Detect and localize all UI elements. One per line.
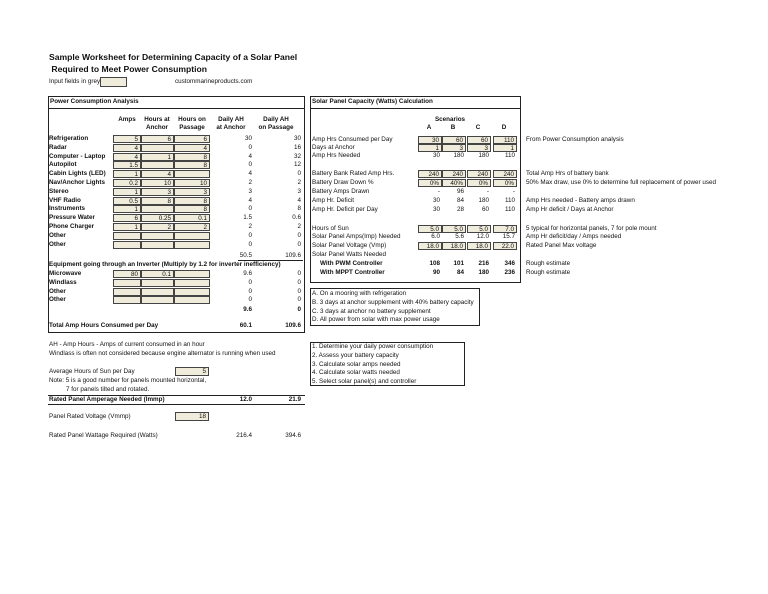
col-amps: Amps bbox=[118, 116, 136, 123]
pca-row-amps-input[interactable] bbox=[113, 188, 141, 196]
pca-row-ha-value: 0.25 bbox=[158, 215, 171, 223]
worksheet-title: Sample Worksheet for Determining Capacity of a Solar Panel bbox=[49, 52, 298, 62]
spc-row-label: Hours of Sun bbox=[312, 225, 349, 232]
col-daily-anchor-2: at Anchor bbox=[216, 124, 246, 131]
pca-row-name: Pressure Water bbox=[49, 214, 95, 222]
pca-row-daily-anchor: 0 bbox=[248, 231, 252, 239]
pca-row-daily-passage: 12 bbox=[293, 161, 301, 169]
col-hours-passage-1: Hours on bbox=[178, 116, 206, 123]
pca-row-name: Computer - Laptop bbox=[49, 152, 106, 160]
pca-row-amps-input[interactable] bbox=[113, 135, 141, 143]
inverter-row-ha-input[interactable] bbox=[141, 296, 174, 304]
subtotal-anchor: 50.5 bbox=[239, 252, 252, 259]
total-amp-hours-anchor: 60.1 bbox=[239, 322, 252, 329]
pca-row-amps-input[interactable] bbox=[113, 161, 141, 169]
pca-row-amps-value: 1 bbox=[134, 224, 138, 231]
pca-row-daily-anchor: 1.5 bbox=[243, 214, 252, 222]
spc-row-value: 1 bbox=[510, 145, 514, 152]
col-hours-passage-2: Passage bbox=[179, 124, 205, 131]
spc-row-label: Amp Hr. Deficit bbox=[312, 197, 354, 204]
pca-row-amps-value: 4 bbox=[134, 153, 138, 161]
spc-row-input[interactable] bbox=[418, 144, 442, 152]
pca-row-daily-anchor: 30 bbox=[244, 135, 252, 142]
rated-amp-passage: 21.9 bbox=[288, 396, 301, 403]
pca-row-daily-passage: 4 bbox=[297, 196, 301, 204]
spc-row-input[interactable] bbox=[493, 136, 517, 144]
pca-row-daily-passage: 0 bbox=[297, 170, 301, 178]
spc-row-input[interactable] bbox=[442, 136, 466, 144]
scenario-col-b: B bbox=[450, 124, 456, 131]
spc-row-value: 3 bbox=[459, 145, 463, 152]
pca-row-hp-value: 0.1 bbox=[198, 215, 207, 223]
rated-volt-value: 18 bbox=[198, 413, 206, 420]
spc-row-value: 180 bbox=[478, 269, 489, 276]
pca-row-hp-input[interactable] bbox=[174, 135, 210, 143]
spc-row-value: 30 bbox=[432, 206, 440, 213]
pca-row-name: Stereo bbox=[49, 187, 69, 195]
spc-row-input[interactable] bbox=[442, 242, 466, 250]
spc-row-value: 40% bbox=[450, 180, 463, 187]
pca-row-hp-input[interactable] bbox=[174, 188, 210, 196]
pca-row-daily-passage: 0.6 bbox=[292, 214, 301, 222]
rated-volt-label: Panel Rated Voltage (Vmmp) bbox=[49, 413, 131, 420]
inverter-row-hp-input[interactable] bbox=[174, 288, 210, 296]
spc-row-input[interactable] bbox=[418, 242, 442, 250]
inverter-row-amps-value: 80 bbox=[130, 271, 138, 278]
pca-row-name: Cabin Lights (LED) bbox=[49, 170, 106, 178]
spc-row-input[interactable] bbox=[442, 179, 466, 187]
spc-row-value: 84 bbox=[456, 197, 464, 204]
pca-row-hp-input[interactable] bbox=[174, 153, 210, 161]
spc-row-value: 0% bbox=[504, 180, 514, 187]
spc-row-note: Amp Hrs needed - Battery amps drawn bbox=[526, 197, 635, 204]
spc-row-value: 84 bbox=[456, 269, 464, 276]
pca-row-name: Autopilot bbox=[49, 161, 77, 169]
spc-row-input[interactable] bbox=[493, 170, 517, 178]
pca-row-name: Phone Charger bbox=[49, 223, 95, 230]
total-amp-hours-label: Total Amp Hours Consumed per Day bbox=[49, 322, 159, 329]
pca-row-hp-value: 8 bbox=[203, 197, 207, 205]
inverter-row-ha-input[interactable] bbox=[141, 270, 174, 278]
pca-row-amps-input[interactable] bbox=[113, 241, 141, 249]
spc-row-value: 1 bbox=[435, 145, 439, 152]
scenarios-label: Scenarios bbox=[434, 116, 466, 123]
spc-row-value: 5.0 bbox=[454, 226, 463, 233]
spc-row-label: Amp Hrs Needed bbox=[312, 152, 361, 159]
inverter-row-daily-anchor: 0 bbox=[248, 287, 252, 295]
scenario-col-d: D bbox=[501, 124, 507, 131]
pca-row-name: Nav/Anchor Lights bbox=[49, 179, 105, 186]
spc-row-note: Amp Hr deficit/day / Amps needed bbox=[526, 233, 622, 240]
pca-row-hp-input[interactable] bbox=[174, 179, 210, 187]
spc-row-note: 5 typical for horizontal panels, 7 for pole mount bbox=[526, 225, 657, 232]
pca-row-ha-input[interactable] bbox=[141, 144, 174, 152]
spc-row-value: 30 bbox=[432, 197, 440, 204]
spc-row-value: 18.0 bbox=[426, 243, 439, 250]
spc-row-label: Amp Hrs Consumed per Day bbox=[312, 136, 393, 143]
spc-row-value: 110 bbox=[503, 137, 514, 144]
spc-row-label: Solar Panel Watts Needed bbox=[312, 251, 386, 258]
pca-row-ha-input[interactable] bbox=[141, 205, 174, 213]
pca-row-ha-value: 3 bbox=[167, 188, 171, 196]
pca-row-name: Refrigeration bbox=[49, 135, 89, 142]
pca-row-daily-passage: 2 bbox=[297, 223, 301, 230]
pca-row-ha-input[interactable] bbox=[141, 161, 174, 169]
pca-row-amps-value: 0.2 bbox=[129, 180, 138, 187]
inverter-subtotal-anchor: 9.6 bbox=[243, 306, 252, 313]
spc-row-value: 6.0 bbox=[431, 233, 440, 240]
step-item: 1. Determine your daily power consumption bbox=[312, 343, 434, 350]
spc-row-value: 180 bbox=[478, 197, 489, 204]
spc-row-value: 240 bbox=[452, 171, 463, 178]
pca-row-daily-anchor: 4 bbox=[248, 196, 252, 204]
windlass-note: Windlass is often not considered because engine alternator is running when used bbox=[49, 350, 276, 357]
pca-row-daily-anchor: 3 bbox=[248, 187, 252, 195]
spc-row-label: Solar Panel Voltage (Vmp) bbox=[312, 242, 387, 249]
pca-row-hp-value: 10 bbox=[199, 180, 207, 187]
pca-row-name: VHF Radio bbox=[49, 196, 81, 204]
spc-row-value: 108 bbox=[429, 260, 440, 267]
pca-row-ha-input[interactable] bbox=[141, 232, 174, 240]
spc-row-value: - bbox=[486, 188, 489, 195]
pca-title: Power Consumption Analysis bbox=[50, 98, 139, 105]
inverter-row-name: Windlass bbox=[49, 278, 77, 286]
inverter-row-amps-input[interactable] bbox=[113, 288, 141, 296]
spc-row-value: 5.6 bbox=[455, 233, 464, 240]
pca-row-hp-value: 3 bbox=[203, 188, 207, 196]
inverter-row-daily-passage: 0 bbox=[297, 287, 301, 295]
pca-row-amps-input[interactable] bbox=[113, 170, 141, 178]
rated-watt-passage: 394.6 bbox=[285, 432, 301, 439]
inverter-row-amps-input[interactable] bbox=[113, 279, 141, 287]
spc-row-value: 101 bbox=[453, 260, 464, 267]
input-fields-note: Input fields in grey bbox=[49, 78, 101, 85]
inverter-row-ha-input[interactable] bbox=[141, 288, 174, 296]
pca-row-ha-input[interactable] bbox=[141, 241, 174, 249]
spc-row-value: 30 bbox=[431, 137, 439, 144]
inverter-row-name: Other bbox=[49, 296, 66, 304]
pca-row-ha-value: 10 bbox=[163, 180, 171, 187]
pca-row-name: Other bbox=[49, 240, 66, 248]
pca-row-hp-input[interactable] bbox=[174, 205, 210, 213]
inverter-row-hp-input[interactable] bbox=[174, 279, 210, 287]
pca-row-ha-input[interactable] bbox=[141, 170, 174, 178]
pca-row-ha-input[interactable] bbox=[141, 188, 174, 196]
pca-row-hp-value: 8 bbox=[203, 162, 207, 170]
spc-row-value: 7.0 bbox=[505, 226, 514, 233]
pca-row-hp-value: 8 bbox=[203, 153, 207, 161]
inverter-row-daily-anchor: 9.6 bbox=[243, 270, 252, 277]
pca-row-daily-passage: 0 bbox=[297, 231, 301, 239]
spc-row-input[interactable] bbox=[418, 179, 442, 187]
input-field-legend-swatch bbox=[100, 77, 127, 87]
spc-row-value: 240 bbox=[503, 171, 514, 178]
pca-row-amps-input[interactable] bbox=[113, 214, 141, 222]
spc-row-label: Battery Draw Down % bbox=[312, 179, 374, 186]
pca-row-ha-input[interactable] bbox=[141, 135, 174, 143]
pca-row-hp-value: 2 bbox=[203, 224, 207, 231]
inverter-subtotal-passage: 0 bbox=[297, 306, 301, 313]
inverter-row-name: Other bbox=[49, 287, 66, 295]
spc-row-label: Battery Bank Rated Amp Hrs. bbox=[312, 170, 395, 177]
pca-row-daily-passage: 16 bbox=[293, 143, 301, 151]
spc-row-value: 18.0 bbox=[450, 243, 463, 250]
spc-row-value: 5.0 bbox=[430, 226, 439, 233]
spc-row-value: 96 bbox=[456, 188, 464, 195]
pca-row-ha-value: 6 bbox=[167, 136, 171, 143]
pca-row-amps-input[interactable] bbox=[113, 223, 141, 231]
spc-row-value: 110 bbox=[504, 152, 515, 159]
spc-row-input[interactable] bbox=[442, 225, 466, 233]
pca-row-ha-input[interactable] bbox=[141, 153, 174, 161]
step-item: 5. Select solar panel(s) and controller bbox=[312, 378, 417, 386]
spc-row-value: 180 bbox=[453, 152, 464, 159]
pca-row-ha-value: 1 bbox=[167, 153, 171, 161]
subtotal-passage: 109.6 bbox=[285, 252, 301, 259]
spc-title-divider bbox=[310, 108, 521, 109]
spc-title: Solar Panel Capacity (Watts) Calculation bbox=[312, 98, 433, 105]
step-item: 2. Assess your battery capacity bbox=[312, 351, 399, 359]
spc-row-value: 216 bbox=[478, 260, 489, 267]
pca-row-amps-value: 1 bbox=[134, 206, 138, 214]
total-amp-hours-passage: 109.6 bbox=[285, 322, 301, 329]
pca-row-amps-input[interactable] bbox=[113, 197, 141, 205]
spc-row-input[interactable] bbox=[467, 242, 491, 250]
spc-row-label: With MPPT Controller bbox=[320, 269, 385, 276]
worksheet-subtitle: Required to Meet Power Consumption bbox=[49, 64, 208, 74]
pca-row-ha-value: 8 bbox=[167, 197, 171, 205]
pca-row-amps-value: 1.5 bbox=[129, 162, 138, 170]
inverter-row-hp-input[interactable] bbox=[174, 270, 210, 278]
pca-row-hp-input[interactable] bbox=[174, 223, 210, 231]
spc-row-value: 110 bbox=[504, 197, 515, 204]
spc-row-value: 18.0 bbox=[475, 243, 488, 250]
spc-row-input[interactable] bbox=[493, 179, 517, 187]
rated-watt-label: Rated Panel Wattage Required (Watts) bbox=[49, 432, 158, 439]
step-item: 4. Calculate solar watts needed bbox=[312, 369, 400, 377]
rated-amp-anchor: 12.0 bbox=[239, 396, 252, 403]
spc-row-label: With PWM Controller bbox=[320, 260, 383, 267]
spc-row-value: 240 bbox=[477, 171, 488, 178]
spc-row-value: 5.0 bbox=[479, 226, 488, 233]
pca-row-name: Other bbox=[49, 231, 66, 239]
spc-row-note: From Power Consumption analysis bbox=[526, 136, 624, 143]
pca-row-amps-input[interactable] bbox=[113, 144, 141, 152]
spc-row-value: 180 bbox=[478, 152, 489, 159]
spc-row-note: Rough estimate bbox=[526, 269, 571, 276]
spc-row-note: Amp Hr deficit / Days at Anchor bbox=[526, 206, 614, 213]
spc-row-value: 60 bbox=[455, 137, 463, 144]
pca-row-daily-anchor: 0 bbox=[248, 143, 252, 151]
spc-row-value: 346 bbox=[504, 260, 515, 267]
spc-row-label: Days at Anchor bbox=[312, 144, 355, 151]
spc-row-value: 60 bbox=[481, 206, 489, 213]
pca-row-hp-input[interactable] bbox=[174, 144, 210, 152]
spc-row-label: Solar Panel Amps(Imp) Needed bbox=[312, 233, 401, 240]
spc-row-note: Rough estimate bbox=[526, 260, 571, 267]
spc-row-value: 28 bbox=[456, 206, 464, 213]
pca-row-daily-anchor: 0 bbox=[248, 240, 252, 248]
subtotal-rule bbox=[238, 260, 303, 261]
spc-row-value: 0% bbox=[478, 180, 488, 187]
spc-row-input[interactable] bbox=[467, 225, 491, 233]
scenario-legend-item: B. 3 days at anchor supplement with 40% battery capacity bbox=[312, 298, 474, 306]
avg-sun-value: 5 bbox=[202, 368, 206, 375]
pca-row-amps-value: 1 bbox=[134, 188, 138, 196]
ah-definition: AH - Amp Hours - Amps of current consumed in an hour bbox=[49, 341, 205, 348]
pca-row-daily-anchor: 2 bbox=[248, 223, 252, 230]
pca-row-amps-value: 6 bbox=[134, 215, 138, 223]
pca-row-hp-value: 4 bbox=[203, 144, 207, 152]
pca-row-daily-anchor: 0 bbox=[248, 205, 252, 213]
inverter-title: Equipment going through an Inverter (Multiply by 1.2 for inverter inefficiency) bbox=[49, 261, 281, 268]
inverter-row-amps-input[interactable] bbox=[113, 296, 141, 304]
inverter-row-daily-passage: 0 bbox=[297, 296, 301, 304]
pca-row-amps-value: 1 bbox=[134, 171, 138, 179]
pca-row-ha-input[interactable] bbox=[141, 197, 174, 205]
pca-row-hp-input[interactable] bbox=[174, 232, 210, 240]
rated-amp-label: Rated Panel Amperage Needed (Immp) bbox=[49, 396, 165, 403]
col-hours-anchor-1: Hours at bbox=[144, 116, 170, 123]
pca-row-amps-input[interactable] bbox=[113, 153, 141, 161]
scenario-legend-item: D. All power from solar with max power usage bbox=[312, 316, 440, 324]
sun-note-line2: 7 for panels tilted and rotated. bbox=[66, 386, 150, 393]
spc-row-input[interactable] bbox=[467, 179, 491, 187]
pca-title-divider bbox=[48, 108, 305, 109]
col-daily-passage-2: on Passage bbox=[258, 124, 294, 131]
spc-row-note: Rated Panel Max voltage bbox=[526, 242, 597, 249]
pca-row-daily-passage: 8 bbox=[297, 205, 301, 213]
spc-row-input[interactable] bbox=[493, 144, 517, 152]
inverter-row-daily-anchor: 0 bbox=[248, 278, 252, 286]
spc-row-value: 22.0 bbox=[501, 243, 514, 250]
spc-row-value: 15.7 bbox=[502, 233, 515, 240]
pca-row-daily-anchor: 0 bbox=[248, 161, 252, 169]
spc-row-value: 60 bbox=[480, 137, 488, 144]
pca-row-amps-input[interactable] bbox=[113, 179, 141, 187]
inverter-row-daily-passage: 0 bbox=[297, 270, 301, 277]
rated-amp-bottom-rule bbox=[48, 404, 305, 405]
spc-row-input[interactable] bbox=[467, 136, 491, 144]
pca-row-amps-input[interactable] bbox=[113, 232, 141, 240]
col-hours-anchor-2: Anchor bbox=[145, 124, 169, 131]
spc-row-value: 236 bbox=[504, 269, 515, 276]
spc-row-value: 110 bbox=[504, 206, 515, 213]
spc-row-input[interactable] bbox=[418, 170, 442, 178]
spc-row-input[interactable] bbox=[418, 225, 442, 233]
scenario-legend-item: C. 3 days at anchor no battery supplement bbox=[312, 307, 431, 315]
spc-row-input[interactable] bbox=[493, 242, 517, 250]
sun-note-line1: Note: 5 is a good number for panels mounted horizontal, bbox=[49, 377, 207, 384]
pca-row-daily-passage: 30 bbox=[293, 135, 301, 142]
pca-row-hp-value: 6 bbox=[203, 136, 207, 143]
pca-row-amps-input[interactable] bbox=[113, 205, 141, 213]
rated-watt-anchor: 216.4 bbox=[236, 432, 252, 439]
spc-row-value: 30 bbox=[432, 152, 440, 159]
avg-sun-input[interactable] bbox=[175, 367, 209, 376]
pca-row-amps-value: 5 bbox=[134, 136, 138, 143]
spc-row-note: Total Amp Hrs of battery bank bbox=[526, 170, 609, 177]
avg-sun-label: Average Hours of Sun per Day bbox=[49, 368, 135, 375]
pca-row-daily-anchor: 4 bbox=[248, 170, 252, 178]
col-daily-passage-1: Daily AH bbox=[263, 116, 289, 123]
pca-row-amps-value: 0.5 bbox=[129, 197, 138, 205]
pca-row-ha-value: 4 bbox=[167, 171, 171, 179]
col-daily-anchor-1: Daily AH bbox=[218, 116, 244, 123]
spc-row-input[interactable] bbox=[442, 144, 466, 152]
pca-row-daily-passage: 32 bbox=[293, 152, 301, 160]
pca-row-hp-input[interactable] bbox=[174, 197, 210, 205]
scenario-col-a: A bbox=[426, 124, 432, 131]
inverter-row-name: Microwave bbox=[49, 270, 82, 277]
spc-row-input[interactable] bbox=[442, 170, 466, 178]
scenario-col-c: C bbox=[475, 124, 481, 131]
pca-row-daily-passage: 3 bbox=[297, 187, 301, 195]
inverter-row-ha-value: 0.1 bbox=[162, 271, 171, 278]
spc-row-label: Battery Amps Drawn bbox=[312, 188, 370, 195]
pca-row-ha-input[interactable] bbox=[141, 223, 174, 231]
inverter-row-daily-anchor: 0 bbox=[248, 296, 252, 304]
spc-row-value: 240 bbox=[428, 171, 439, 178]
spc-row-value: 3 bbox=[484, 145, 488, 152]
pca-row-daily-anchor: 2 bbox=[248, 179, 252, 186]
pca-row-hp-input[interactable] bbox=[174, 241, 210, 249]
scenario-legend-item: A. On a mooring with refrigeration bbox=[312, 290, 407, 297]
spc-row-input[interactable] bbox=[467, 170, 491, 178]
pca-row-daily-passage: 0 bbox=[297, 240, 301, 248]
pca-row-amps-value: 4 bbox=[134, 144, 138, 152]
inverter-row-amps-input[interactable] bbox=[113, 270, 141, 278]
spc-row-value: 0% bbox=[429, 180, 439, 187]
pca-row-daily-anchor: 4 bbox=[248, 152, 252, 160]
pca-row-ha-value: 2 bbox=[167, 224, 171, 231]
website-label: custommarineproducts.com bbox=[175, 78, 253, 85]
pca-row-name: Radar bbox=[49, 143, 67, 151]
inverter-row-ha-input[interactable] bbox=[141, 279, 174, 287]
rated-volt-input[interactable] bbox=[175, 412, 209, 421]
inverter-row-hp-input[interactable] bbox=[174, 296, 210, 304]
step-item: 3. Calculate solar amps needed bbox=[312, 360, 401, 368]
inverter-row-daily-passage: 0 bbox=[297, 278, 301, 286]
pca-row-ha-input[interactable] bbox=[141, 179, 174, 187]
pca-row-hp-value: 8 bbox=[203, 206, 207, 214]
spc-row-input[interactable] bbox=[467, 144, 491, 152]
spc-row-value: 12.0 bbox=[476, 233, 489, 240]
spc-row-note: 50% Max draw, use 0% to determine full replacement of power used bbox=[526, 179, 717, 186]
pca-row-hp-input[interactable] bbox=[174, 214, 210, 222]
pca-row-hp-input[interactable] bbox=[174, 161, 210, 169]
spc-row-value: - bbox=[437, 188, 440, 195]
pca-row-daily-passage: 2 bbox=[297, 179, 301, 186]
pca-row-hp-input[interactable] bbox=[174, 170, 210, 178]
spc-row-label: Amp Hr. Deficit per Day bbox=[312, 206, 378, 213]
pca-row-ha-input[interactable] bbox=[141, 214, 174, 222]
spc-row-input[interactable] bbox=[418, 136, 442, 144]
spc-row-value: 90 bbox=[432, 269, 440, 276]
spc-row-value: - bbox=[512, 188, 515, 195]
pca-row-name: Instruments bbox=[49, 205, 86, 213]
spc-row-input[interactable] bbox=[493, 225, 517, 233]
